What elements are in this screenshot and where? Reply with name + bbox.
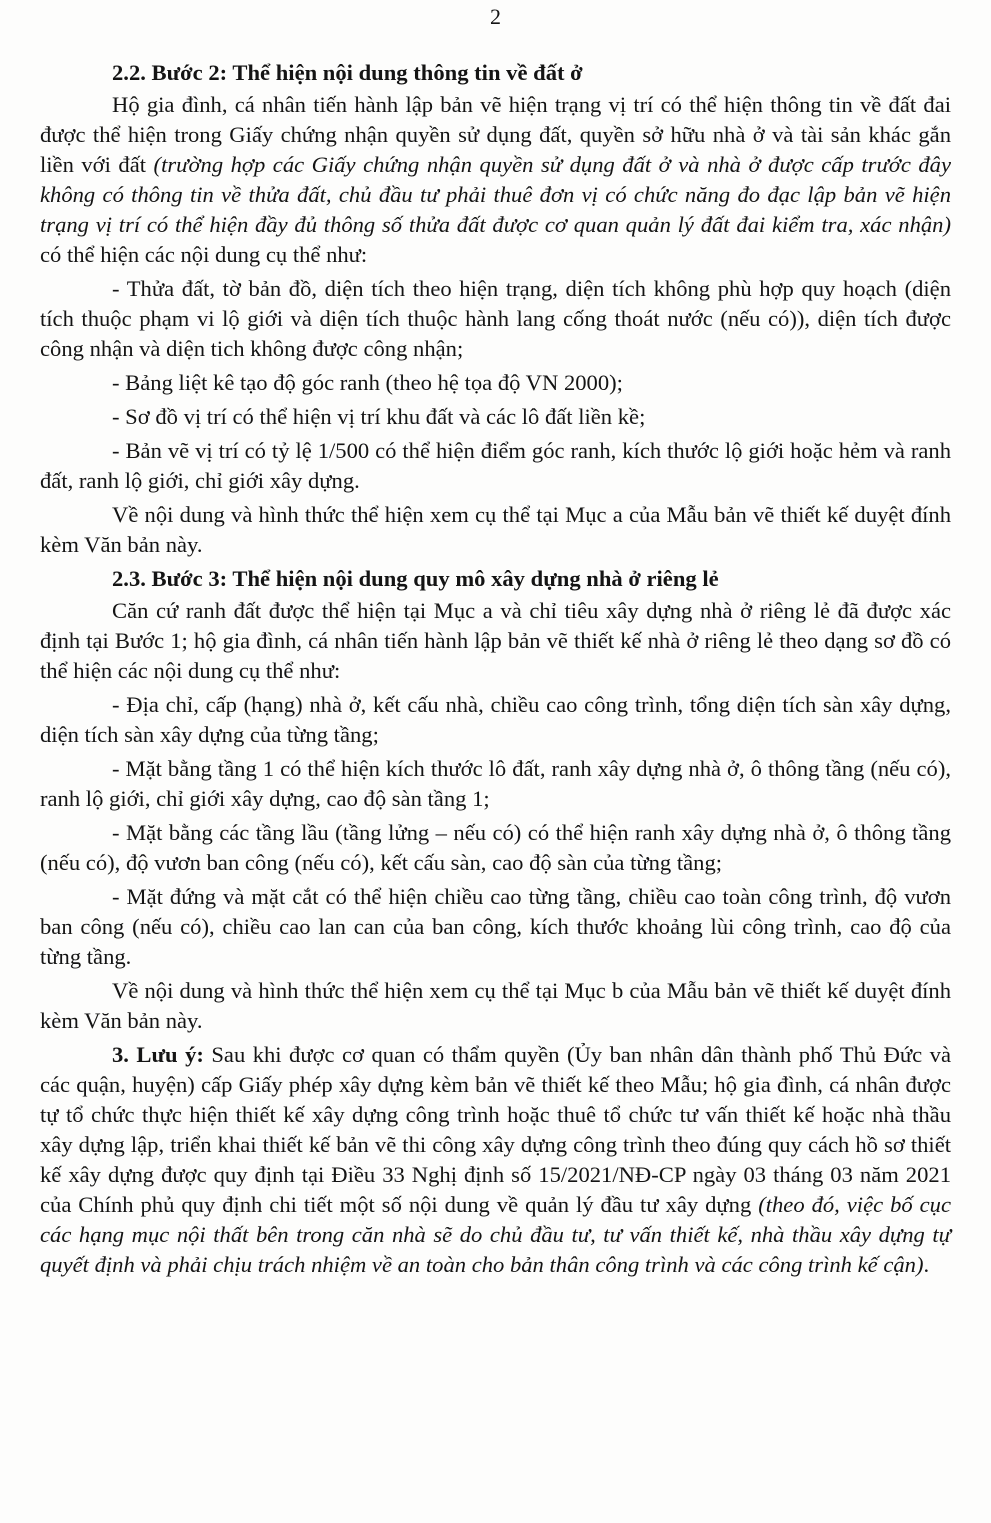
section-2-3-bullet: - Địa chỉ, cấp (hạng) nhà ở, kết cấu nhà, chiều cao công trình, tổng diện tích sàn xây dựng, diện tích sàn xây dựng của từng tầng; bbox=[40, 692, 951, 747]
section-2-2-bullet: - Thửa đất, tờ bản đồ, diện tích theo hiện trạng, diện tích không phù hợp quy hoạch (diện tích thuộc phạm vi lộ giới và diện tích thuộc hành lang cống thoát nước (nếu có)), diện tích được công nhận và diện tich không được công nhận; bbox=[40, 276, 951, 361]
section-2-2-bullet: - Bảng liệt kê tạo độ góc ranh (theo hệ tọa độ VN 2000); bbox=[112, 370, 623, 395]
section-2-3-bullet: - Mặt đứng và mặt cắt có thể hiện chiều cao từng tầng, chiều cao toàn công trình, độ vươn ban công (nếu có), chiều cao lan can của ban công, kích thước khoảng lùi công trình, cao độ của từng tầng. bbox=[40, 884, 951, 969]
section-3-text: Sau khi được cơ quan có thẩm quyền (Ủy ban nhân dân thành phố Thủ Đức và các quận, huyện) cấp Giấy phép xây dựng kèm bản vẽ thiết kế theo Mẫu; hộ gia đình, cá nhân được tự tổ chức thực hiện thiết kế xây dựng công trình hoặc thuê tổ chức tư vấn thiết kế hoặc nhà thầu xây dựng lập, triển khai thiết kế bản vẽ thi công xây dựng công trình theo đúng quy cách hồ sơ thiết kế xây dựng được quy định tại Điều 33 Nghị định số 15/2021/NĐ-CP ngày 03 tháng 03 năm 2021 của Chính phủ quy định chi tiết một số nội dung về quản lý đầu tư xây dựng bbox=[40, 1042, 951, 1217]
section-2-2-intro-italic: (trường hợp các Giấy chứng nhận quyền sử dụng đất ở và nhà ở được cấp trước đây không có thông tin về thửa đất, chủ đầu tư phải thuê đơn vị có chức năng đo đạc lập bản vẽ hiện trạng vị trí có thể hiện đầy đủ thông số thửa đất được cơ quan quản lý đất đai kiểm tra, xác nhận) bbox=[40, 152, 952, 237]
section-2-2-intro-end: có thể hiện các nội dung cụ thể như: bbox=[40, 242, 368, 267]
section-2-3-intro: Căn cứ ranh đất được thể hiện tại Mục a và chỉ tiêu xây dựng nhà ở riêng lẻ đã được xác định tại Bước 1; hộ gia đình, cá nhân tiến hành lập bản vẽ thiết kế nhà ở riêng lẻ theo dạng sơ đồ có thể hiện các nội dung cụ thể như: bbox=[40, 598, 951, 683]
section-2-3-bullet: - Mặt bằng tầng 1 có thể hiện kích thước lô đất, ranh xây dựng nhà ở, ô thông tầng (nếu có), ranh lộ giới, chỉ giới xây dựng, cao độ sàn tầng 1; bbox=[40, 756, 951, 811]
section-2-3-bullet: - Mặt bằng các tầng lầu (tầng lửng – nếu có) có thể hiện ranh xây dựng nhà ở, ô thông tầng (nếu có), độ vươn ban công (nếu có), kết cấu sàn, cao độ sàn của từng tầng; bbox=[40, 820, 951, 875]
section-2-3-heading: 2.3. Bước 3: Thể hiện nội dung quy mô xây dựng nhà ở riêng lẻ bbox=[112, 566, 719, 591]
section-2-2-intro-start: Hộ gia đình, cá nhân tiến hành lập bản vẽ hiện trạng vị trí có thể hiện thông tin về đất đai được thể hiện trong Giấy chứng nhận quyền sử dụng đất, quyền sở hữu nhà ở và tài sản khác gắn liền với đất bbox=[40, 92, 951, 177]
section-3-label: 3. Lưu ý: bbox=[112, 1042, 204, 1067]
section-2-2-reference: Về nội dung và hình thức thể hiện xem cụ thể tại Mục a của Mẫu bản vẽ thiết kế duyệt đính kèm Văn bản này. bbox=[40, 502, 951, 557]
section-3-end: . bbox=[923, 1252, 930, 1277]
section-2-3-reference: Về nội dung và hình thức thể hiện xem cụ thể tại Mục b của Mẫu bản vẽ thiết kế duyệt đính kèm Văn bản này. bbox=[40, 978, 951, 1033]
section-3-italic: (theo đó, việc bố cục các hạng mục nội thất bên trong căn nhà sẽ do chủ đầu tư, tư vấn thiết kế, nhà thầu xây dựng tự quyết định và phải chịu trách nhiệm về an toàn cho bản thân công trình và các công trình kế cận) bbox=[40, 1192, 951, 1277]
section-2-2-intro bbox=[40, 90, 951, 270]
section-3-note bbox=[40, 1040, 951, 1280]
section-2-2-bullet: - Bản vẽ vị trí có tỷ lệ 1/500 có thể hiện điểm góc ranh, kích thước lộ giới hoặc hẻm và ranh đất, ranh lộ giới, chỉ giới xây dựng. bbox=[40, 438, 951, 493]
section-2-2-bullet: - Sơ đồ vị trí có thể hiện vị trí khu đất và các lô đất liền kề; bbox=[112, 404, 646, 429]
section-2-2-heading: 2.2. Bước 2: Thể hiện nội dung thông tin về đất ở bbox=[112, 60, 583, 85]
document-body bbox=[40, 58, 951, 1284]
page-number: 2 bbox=[490, 4, 501, 29]
